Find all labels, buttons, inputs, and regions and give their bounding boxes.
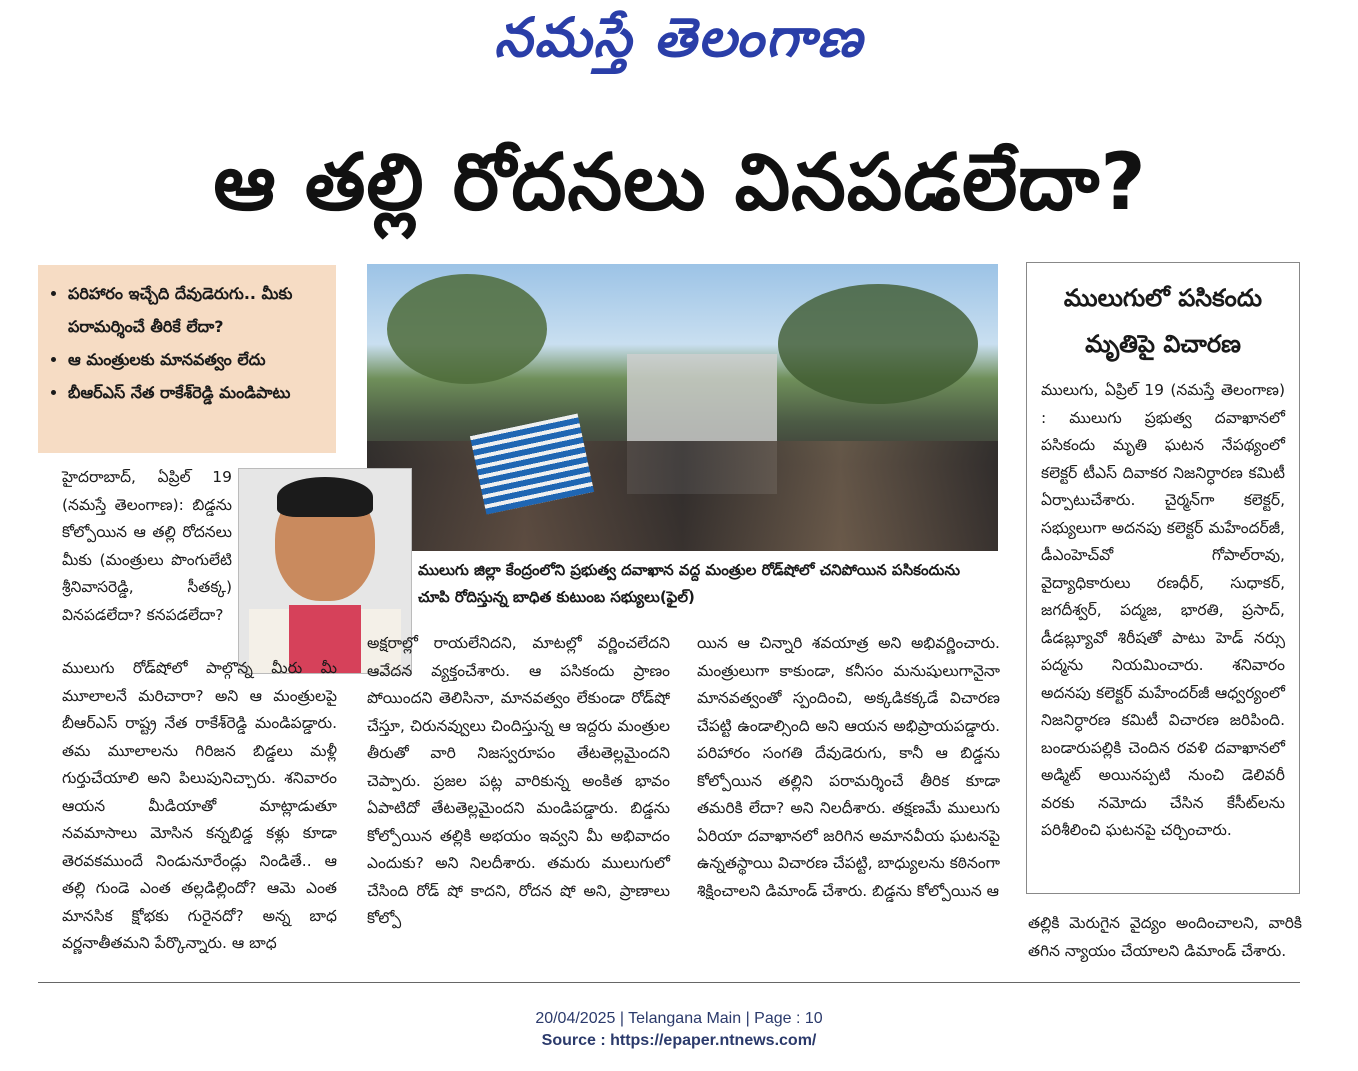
- news-photo: [367, 264, 998, 551]
- article-column-1-bottom: ములుగు రోడ్‌షోలో పాల్గొన్న మీరు మీ మూలాలనే మరిచారా? అని ఆ మంత్రులపై బీఆర్ఎస్ రాష్ట్ర నేత రాకేశ్‌రెడ్డి మండిపడ్డారు. తమ మూలాలను గిరిజన బిడ్డలు మళ్లీ గుర్తుచేయాలి అని పిలుపునిచ్చారు. శనివారం ఆయన మీడియాతో మాట్లాడుతూ నవమాసాలు మోసిన కన్నబిడ్డ కళ్లు కూడా తెరవకముందే నిండునూరేండ్లు నిండితే.. ఆ తల్లి గుండె ఎంత తల్లడిల్లిందో? ఆమె ఎంత మానసిక క్షోభకు గురైనదో? అన్న బాధ వర్ణనాతీతమని పేర్కొన్నారు. ఆ బాధ: [62, 659, 337, 952]
- page-footer: [0, 1008, 1358, 1052]
- headline: ఆ తల్లి రోదనలు వినపడలేదా?: [213, 138, 1147, 228]
- footer-date-page: 20/04/2025 | Telangana Main | Page : 10: [535, 1010, 823, 1027]
- article-column-3: యిన ఆ చిన్నారి శవయాత్ర అని అభివర్ణించారు. మంత్రులుగా కాకుండా, కనీసం మనుషులుగానైనా మానవత్వంతో స్పందించి, అక్కడికక్కడే విచారణ చేపట్టి ఉండాల్సింది అని ఆయన అభిప్రాయపడ్డారు. పరిహారం సంగతి దేవుడెరుగు, కానీ ఆ బిడ్డను కోల్పోయిన తల్లిని పరామర్శించే తీరిక కూడా తమరికి లేదా? అని నిలదీశారు. తక్షణమే ములుగు ఏరియా దవాఖానలో జరిగిన అమానవీయ ఘటనపై ఉన్నతస్థాయి విచారణ చేపట్టి, బాధ్యులను కఠినంగా శిక్షించాలని డిమాండ్ చేశారు. బిడ్డను కోల్పోయిన ఆ: [697, 634, 1000, 900]
- photo-caption: ములుగు జిల్లా కేంద్రంలోని ప్రభుత్వ దవాఖాన వద్ద మంత్రుల రోడ్‌షోలో చనిపోయిన పసికందును చూపి రోదిస్తున్న బాధిత కుటుంబ సభ్యులు(ఫైల్): [418, 561, 961, 606]
- article-column-2: అక్షరాల్లో రాయలేనిదని, మాటల్లో వర్ణించలేదని ఆవేదన వ్యక్తంచేశారు. ఆ పసికందు ప్రాణం పోయిందని తెలిసినా, మానవత్వం లేకుండా రోడ్‌షో చేస్తూ, చిరునవ్వులు చిందిస్తున్న ఆ ఇద్దరు మంత్రుల తీరుతో వారి నిజస్వరూపం తేటతెల్లమైందని చెప్పారు. ప్రజల పట్ల వారికున్న అంకిత భావం ఏపాటిదో తేటతెల్లమైందని మండిపడ్డారు. బిడ్డను కోల్పోయిన తల్లికి అభయం ఇవ్వని మీ అభివాదం ఎందుకు? అని నిలదీశారు. తమరు ములుగులో చేసింది రోడ్ షో కాదని, రోదన షో అని, ప్రాణాలు కోల్పో: [367, 634, 670, 927]
- masthead-logo: నమస్తే తెలంగాణ: [494, 6, 864, 69]
- highlight-item: • ఆ మంత్రులకు మానవత్వం లేదు: [68, 343, 322, 376]
- sidebar-article-box: [1026, 262, 1300, 894]
- sidebar-title-line: మృతిపై విచారణ: [1085, 330, 1241, 358]
- highlight-item: • బీఆర్ఎస్ నేత రాకేశ్‌రెడ్డి మండిపాటు: [68, 376, 322, 409]
- footer-source-link[interactable]: Source : https://epaper.ntnews.com/: [541, 1032, 817, 1049]
- highlight-item: • పరిహారం ఇచ్చేది దేవుడెరుగు.. మీకు పరామర్శించే తీరికే లేదా?: [68, 277, 322, 343]
- highlights-box: [38, 265, 336, 453]
- sidebar-article-title: [1027, 275, 1299, 367]
- sidebar-title-line: ములుగులో పసికందు: [1063, 284, 1263, 312]
- article-column-4: తల్లికి మెరుగైన వైద్యం అందించాలని, వారికి తగిన న్యాయం చేయాలని డిమాండ్ చేశారు.: [1028, 914, 1302, 960]
- footer-divider: [38, 982, 1300, 983]
- article-column-1-top: హైదరాబాద్, ఏప్రిల్ 19 (నమస్తే తెలంగాణ): బిడ్డను కోల్పోయిన ఆ తల్లి రోదనలు మీకు (మంత్రులు పొంగులేటి శ్రీనివాసరెడ్డి, సీతక్క) వినపడలేదా? కనపడలేదా?: [62, 468, 232, 624]
- sidebar-article-body: ములుగు, ఏప్రిల్ 19 (నమస్తే తెలంగాణ) : ములుగు ప్రభుత్వ దవాఖానలో పసికందు మృతి ఘటన నేపథ్యంలో కలెక్టర్ టీఎస్ దివాకర నిజనిర్ధారణ కమిటీ ఏర్పాటుచేశారు. చైర్మన్‌గా కలెక్టర్, సభ్యులుగా అదనపు కలెక్టర్ మహేందర్‌జీ, డీఎంహెచ్‌వో గోపాల్‌రావు, వైద్యాధికారులు రణధీర్, సుధాకర్, జగదీశ్వర్, పద్మజ, భారతి, ప్రసాద్, డీడబ్ల్యూవో శిరీషతో పాటు హెడ్ నర్సు పద్మను నియమించారు. శనివారం అదనపు కలెక్టర్ మహేందర్‌జీ ఆధ్వర్యంలో నిజనిర్ధారణ కమిటీ విచారణ జరిపింది. బండారుపల్లికి చెందిన రవళి దవాఖానలో అడ్మిట్ అయినప్పటి నుంచి డెలివరీ వరకు నమోదు చేసిన కేసీట్‌లను పరిశీలించి ఘటనపై చర్చించారు.: [1041, 381, 1285, 839]
